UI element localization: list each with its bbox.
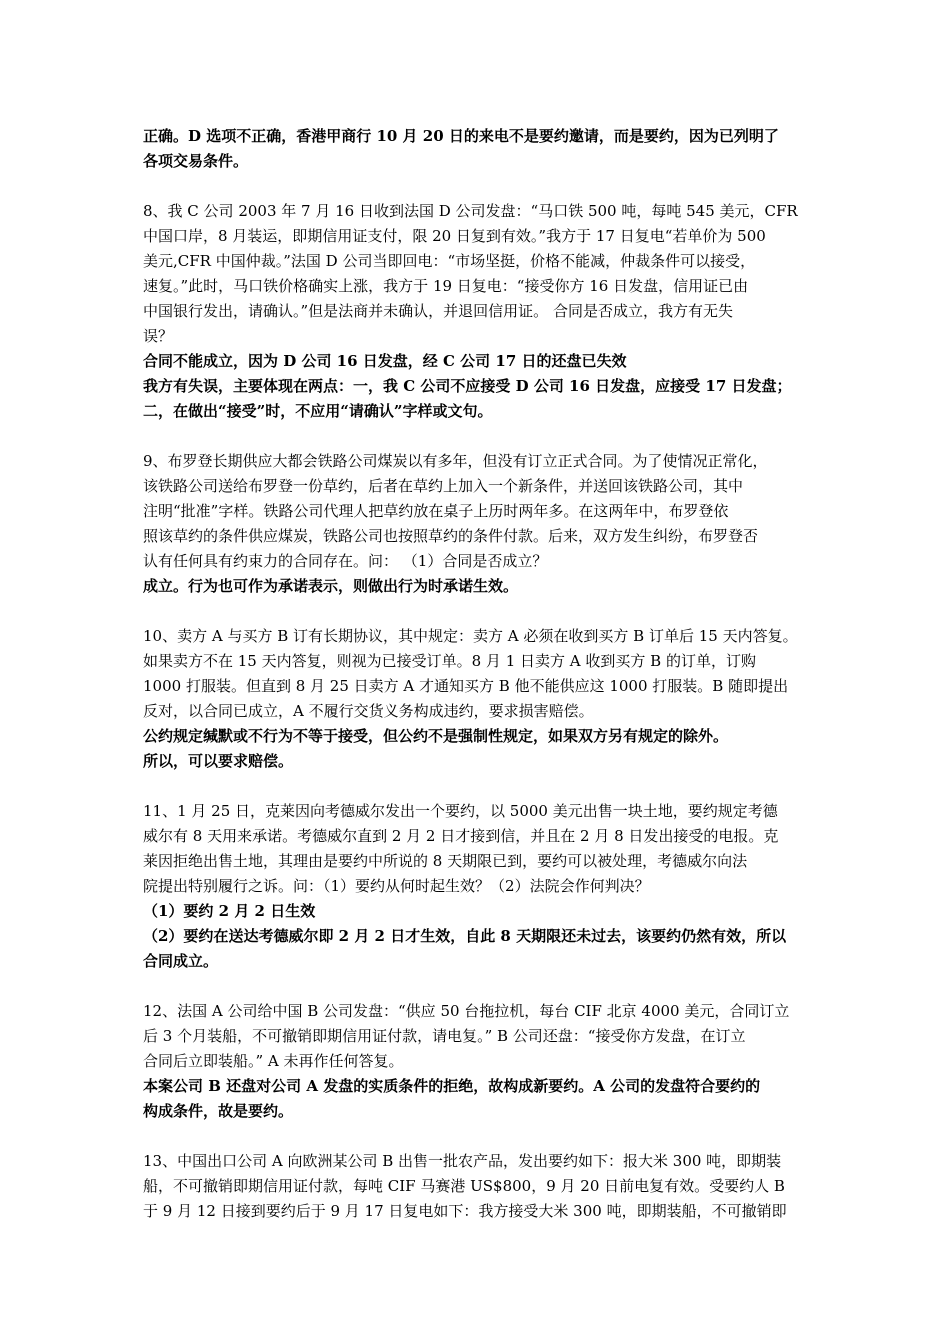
text-line: 构成条件，故是要约。	[143, 1102, 294, 1120]
text-line: 反对，以合同已成立，A 不履行交货义务构成违约，要求损害赔偿。	[143, 702, 594, 720]
text-line: 船，不可撤销即期信用证付款，每吨 CIF 马赛港 US$800，9 月 20 日前电复有效。受要约人 B	[143, 1177, 785, 1195]
text-line: 该铁路公司送给布罗登一份草约，后者在草约上加入一个新条件，并送回该铁路公司，其中	[143, 477, 744, 495]
text-line: 中国口岸，8 月装运，即期信用证支付，限 20 日复到有效。”我方于 17 日复电“若单价为 500	[143, 227, 766, 245]
text-line: 合同不能成立，因为 D 公司 16 日发盘，经 C 公司 17 日的还盘已失效	[143, 352, 627, 370]
paragraph-gap	[143, 774, 823, 799]
text-line: 中国银行发出，请确认。”但是法商并未确认，并退回信用证。 合同是否成立，我方有无失	[143, 302, 733, 320]
text-line: 成立。行为也可作为承诺表示，则做出行为时承诺生效。	[143, 577, 519, 595]
text-line: 所以，可以要求赔偿。	[143, 752, 294, 770]
question-block-8	[143, 199, 823, 349]
text-line: 9、布罗登长期供应大都会铁路公司煤炭以有多年，但没有订立正式合同。为了使情况正常化，	[143, 452, 768, 470]
paragraph-gap	[143, 1124, 823, 1149]
text-line: 莱因拒绝出售土地，其理由是要约中所说的 8 天期限已到，要约可以被处理，考德威尔向法	[143, 852, 748, 870]
text-line: 12、法国 A 公司给中国 B 公司发盘：“供应 50 台拖拉机，每台 CIF 北京 4000 美元，合同订立	[143, 1002, 790, 1020]
answer-block-9	[143, 574, 823, 599]
text-line: 速复。”此时，马口铁价格确实上涨，我方于 19 日复电：“接受你方 16 日发盘，信用证已由	[143, 277, 749, 295]
text-line: 美元,CFR 中国仲裁。”法国 D 公司当即回电：“市场坚挺，价格不能减，仲裁条件可以接受，	[143, 252, 756, 270]
text-line: 如果卖方不在 15 天内答复，则视为已接受订单。8 月 1 日卖方 A 收到买方 B 的订单，订购	[143, 652, 756, 670]
text-line: 8、我 C 公司 2003 年 7 月 16 日收到法国 D 公司发盘：“马口铁 500 吨，每吨 545 美元，CFR	[143, 202, 798, 220]
text-line: （2）要约在送达考德威尔即 2 月 2 日才生效，自此 8 天期限还未过去，该要约仍然有效，所以	[143, 927, 787, 945]
text-line: 后 3 个月装船，不可撤销即期信用证付款，请电复。” B 公司还盘：“接受你方发盘，在订立	[143, 1027, 746, 1045]
paragraph-gap	[143, 974, 823, 999]
question-block-13	[143, 1149, 823, 1224]
answer-block-7	[143, 124, 823, 174]
text-line: 二，在做出“接受”时，不应用“请确认”字样或文句。	[143, 402, 493, 420]
text-line: 正确。D 选项不正确，香港甲商行 10 月 20 日的来电不是要约邀请，而是要约，因为已列明了	[143, 127, 779, 145]
text-line: 13、中国出口公司 A 向欧洲某公司 B 出售一批农产品，发出要约如下：报大米 300 吨，即期装	[143, 1152, 782, 1170]
text-line: 合同后立即装船。” A 未再作任何答复。	[143, 1052, 404, 1070]
paragraph-gap	[143, 599, 823, 624]
text-line: 认有任何具有约束力的合同存在。问： （1）合同是否成立？	[143, 552, 548, 570]
question-block-10	[143, 624, 823, 724]
text-line: 1000 打服装。但直到 8 月 25 日卖方 A 才通知买方 B 他不能供应这 1000 打服装。B 随即提出	[143, 677, 789, 695]
document-body	[143, 124, 823, 1224]
answer-block-11	[143, 899, 823, 974]
text-line: 照该草约的条件供应煤炭，铁路公司也按照草约的条件付款。后来，双方发生纠纷，布罗登否	[143, 527, 759, 545]
text-line: 本案公司 B 还盘对公司 A 发盘的实质条件的拒绝，故构成新要约。A 公司的发盘符合要约的	[143, 1077, 761, 1095]
question-block-9	[143, 449, 823, 574]
text-line: 各项交易条件。	[143, 152, 249, 170]
paragraph-gap	[143, 174, 823, 199]
text-line: 公约规定缄默或不行为不等于接受，但公约不是强制性规定，如果双方另有规定的除外。	[143, 727, 729, 745]
text-line: 注明“批准”字样。铁路公司代理人把草约放在桌子上历时两年多。在这两年中，布罗登依	[143, 502, 729, 520]
answer-block-12	[143, 1074, 823, 1124]
text-line: 11、1 月 25 日，克莱因向考德威尔发出一个要约，以 5000 美元出售一块土地，要约规定考德	[143, 802, 778, 820]
text-line: 10、卖方 A 与买方 B 订有长期协议，其中规定：卖方 A 必须在收到买方 B 订单后 15 天内答复。	[143, 627, 798, 645]
answer-block-8	[143, 349, 823, 424]
question-block-11	[143, 799, 823, 899]
text-line: 威尔有 8 天用来承诺。考德威尔直到 2 月 2 日才接到信，并且在 2 月 8 日发出接受的电报。克	[143, 827, 779, 845]
text-line: 院提出特别履行之诉。问：（1）要约从何时起生效？（2）法院会作何判决？	[143, 877, 650, 895]
answer-block-10	[143, 724, 823, 774]
text-line: 于 9 月 12 日接到要约后于 9 月 17 日复电如下：我方接受大米 300 吨，即期装船，不可撤销即	[143, 1202, 787, 1220]
text-line: 合同成立。	[143, 952, 219, 970]
question-block-12	[143, 999, 823, 1074]
paragraph-gap	[143, 424, 823, 449]
text-line: 我方有失误，主要体现在两点：一，我 C 公司不应接受 D 公司 16 日发盘，应接受 17 日发盘；	[143, 377, 792, 395]
text-line: 误？	[143, 327, 174, 345]
text-line: （1）要约 2 月 2 日生效	[143, 902, 316, 920]
